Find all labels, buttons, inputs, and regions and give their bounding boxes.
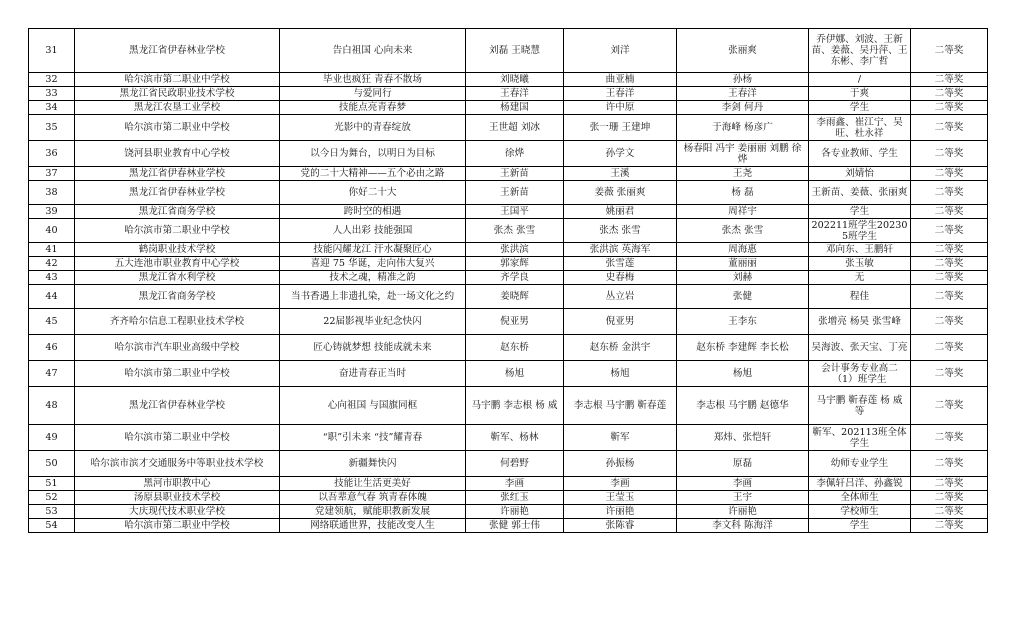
row-number-cell: 52 <box>29 491 75 505</box>
row-number-cell: 38 <box>29 181 75 205</box>
table-row <box>29 101 988 115</box>
award-level-cell: 二等奖 <box>911 181 988 205</box>
work-title-cell: 光影中的青春绽放 <box>280 115 466 141</box>
producer-cell: 李画 <box>564 477 677 491</box>
work-title-cell: 喜迎 75 华诞，走向伟大复兴 <box>280 257 466 271</box>
school-name-cell: 饶河县职业教育中心学校 <box>75 141 280 167</box>
director-cell: 李画 <box>677 477 809 491</box>
school-name-cell: 哈尔滨市滨才交通服务中等职业技术学校 <box>75 451 280 477</box>
row-number-cell: 46 <box>29 335 75 361</box>
school-name-cell: 黑龙江省伊春林业学校 <box>75 29 280 73</box>
participants-cell: / <box>809 73 911 87</box>
table-row <box>29 505 988 519</box>
producer-cell: 王莹玉 <box>564 491 677 505</box>
work-title-cell: 网络联通世界，技能改变人生 <box>280 519 466 533</box>
row-number-cell: 33 <box>29 87 75 101</box>
director-cell: 李剑 何丹 <box>677 101 809 115</box>
row-number-cell: 49 <box>29 425 75 451</box>
school-name-cell: 齐齐哈尔信息工程职业技术学校 <box>75 309 280 335</box>
school-name-cell: 汤原县职业技术学校 <box>75 491 280 505</box>
director-cell: 王春洋 <box>677 87 809 101</box>
award-list-page <box>28 28 988 533</box>
award-level-cell: 二等奖 <box>911 257 988 271</box>
authors-cell: 王春洋 <box>466 87 564 101</box>
work-title-cell: 技能让生活更美好 <box>280 477 466 491</box>
authors-cell: 王国平 <box>466 205 564 219</box>
work-title-cell: 22届影视毕业纪念快闪 <box>280 309 466 335</box>
row-number-cell: 35 <box>29 115 75 141</box>
producer-cell: 靳军 <box>564 425 677 451</box>
table-row <box>29 309 988 335</box>
authors-cell: 王世超 刘冰 <box>466 115 564 141</box>
table-row <box>29 361 988 387</box>
work-title-cell: 党建领航，赋能职教新发展 <box>280 505 466 519</box>
table-row <box>29 451 988 477</box>
authors-cell: 杨建国 <box>466 101 564 115</box>
work-title-cell: 当书香遇上非遗扎染，赴一场文化之约 <box>280 285 466 309</box>
authors-cell: 李画 <box>466 477 564 491</box>
table-row <box>29 29 988 73</box>
authors-cell: 何碧野 <box>466 451 564 477</box>
producer-cell: 史春梅 <box>564 271 677 285</box>
table-row <box>29 205 988 219</box>
participants-cell: 李佩轩吕洋、孙鑫锐 <box>809 477 911 491</box>
participants-cell: 幼师专业学生 <box>809 451 911 477</box>
authors-cell: 徐烨 <box>466 141 564 167</box>
row-number-cell: 40 <box>29 219 75 243</box>
row-number-cell: 48 <box>29 387 75 425</box>
school-name-cell: 黑龙江省商务学校 <box>75 205 280 219</box>
director-cell: 孙杨 <box>677 73 809 87</box>
award-level-cell: 二等奖 <box>911 451 988 477</box>
table-row <box>29 73 988 87</box>
award-level-cell: 二等奖 <box>911 361 988 387</box>
work-title-cell: 人人出彩 技能强国 <box>280 219 466 243</box>
producer-cell: 李志根 马宇鹏 靳春莲 <box>564 387 677 425</box>
work-title-cell: 奋进青春正当时 <box>280 361 466 387</box>
director-cell: 郑炜、张恺轩 <box>677 425 809 451</box>
award-level-cell: 二等奖 <box>911 101 988 115</box>
table-row <box>29 115 988 141</box>
director-cell: 赵东桥 李建辉 李长松 <box>677 335 809 361</box>
participants-cell: 202211班学生202305班学生 <box>809 219 911 243</box>
authors-cell: 倪亚男 <box>466 309 564 335</box>
participants-cell: 学生 <box>809 101 911 115</box>
producer-cell: 姜薇 张丽爽 <box>564 181 677 205</box>
authors-cell: 刘磊 王晓慧 <box>466 29 564 73</box>
award-level-cell: 二等奖 <box>911 87 988 101</box>
director-cell: 张杰 张雪 <box>677 219 809 243</box>
participants-cell: 学生 <box>809 519 911 533</box>
work-title-cell: 与爱同行 <box>280 87 466 101</box>
school-name-cell: 黑龙江省伊春林业学校 <box>75 181 280 205</box>
participants-cell: 张增亮 杨昊 张雪峰 <box>809 309 911 335</box>
table-row <box>29 271 988 285</box>
work-title-cell: 技能点亮青春梦 <box>280 101 466 115</box>
producer-cell: 孙学文 <box>564 141 677 167</box>
authors-cell: 郭家辉 <box>466 257 564 271</box>
participants-cell: 刘婧怡 <box>809 167 911 181</box>
award-level-cell: 二等奖 <box>911 243 988 257</box>
authors-cell: 张健 郭士伟 <box>466 519 564 533</box>
director-cell: 王尧 <box>677 167 809 181</box>
table-row <box>29 285 988 309</box>
participants-cell: 李雨鑫、崔江宁、吴旺、杜永祥 <box>809 115 911 141</box>
award-level-cell: 二等奖 <box>911 271 988 285</box>
participants-cell: 全体师生 <box>809 491 911 505</box>
table-row <box>29 519 988 533</box>
award-level-cell: 二等奖 <box>911 167 988 181</box>
work-title-cell: 匠心铸就梦想 技能成就未来 <box>280 335 466 361</box>
table-row <box>29 87 988 101</box>
producer-cell: 刘洋 <box>564 29 677 73</box>
work-title-cell: 跨时空的相遇 <box>280 205 466 219</box>
award-level-cell: 二等奖 <box>911 477 988 491</box>
school-name-cell: 哈尔滨市第二职业中学校 <box>75 73 280 87</box>
row-number-cell: 37 <box>29 167 75 181</box>
participants-cell: 吴海波、张天宝、丁亮 <box>809 335 911 361</box>
participants-cell: 靳军、202113班全体学生 <box>809 425 911 451</box>
work-title-cell: 党的二十大精神——五个必由之路 <box>280 167 466 181</box>
authors-cell: 张红玉 <box>466 491 564 505</box>
table-row <box>29 141 988 167</box>
row-number-cell: 51 <box>29 477 75 491</box>
school-name-cell: 黑龙江省伊春林业学校 <box>75 167 280 181</box>
award-level-cell: 二等奖 <box>911 219 988 243</box>
school-name-cell: 鹤岗职业技术学校 <box>75 243 280 257</box>
participants-cell: 王新苗、姜薇、张丽爽 <box>809 181 911 205</box>
director-cell: 杨 磊 <box>677 181 809 205</box>
director-cell: 张丽爽 <box>677 29 809 73</box>
producer-cell: 姚丽君 <box>564 205 677 219</box>
row-number-cell: 54 <box>29 519 75 533</box>
authors-cell: 许丽艳 <box>466 505 564 519</box>
award-level-cell: 二等奖 <box>911 29 988 73</box>
authors-cell: 张杰 张雪 <box>466 219 564 243</box>
row-number-cell: 53 <box>29 505 75 519</box>
award-level-cell: 二等奖 <box>911 141 988 167</box>
school-name-cell: 黑龙江省伊春林业学校 <box>75 387 280 425</box>
work-title-cell: “职”引未来 “技”耀青春 <box>280 425 466 451</box>
award-table-body <box>29 29 988 533</box>
row-number-cell: 44 <box>29 285 75 309</box>
authors-cell: 张洪滨 <box>466 243 564 257</box>
award-table <box>28 28 988 533</box>
school-name-cell: 黑河市职教中心 <box>75 477 280 491</box>
table-row <box>29 425 988 451</box>
school-name-cell: 黑龙江省商务学校 <box>75 285 280 309</box>
school-name-cell: 哈尔滨市第二职业中学校 <box>75 425 280 451</box>
work-title-cell: 毕业也疯狂 青春不散场 <box>280 73 466 87</box>
authors-cell: 马宇鹏 李志根 杨 威 <box>466 387 564 425</box>
producer-cell: 张一珊 王建坤 <box>564 115 677 141</box>
producer-cell: 孙振杨 <box>564 451 677 477</box>
producer-cell: 倪亚男 <box>564 309 677 335</box>
work-title-cell: 告白祖国 心向未来 <box>280 29 466 73</box>
table-row <box>29 387 988 425</box>
table-row <box>29 181 988 205</box>
producer-cell: 杨旭 <box>564 361 677 387</box>
producer-cell: 许丽艳 <box>564 505 677 519</box>
producer-cell: 王溪 <box>564 167 677 181</box>
table-row <box>29 257 988 271</box>
authors-cell: 赵东桥 <box>466 335 564 361</box>
director-cell: 原磊 <box>677 451 809 477</box>
director-cell: 周海惠 <box>677 243 809 257</box>
school-name-cell: 哈尔滨市第二职业中学校 <box>75 115 280 141</box>
award-level-cell: 二等奖 <box>911 285 988 309</box>
table-row <box>29 335 988 361</box>
row-number-cell: 39 <box>29 205 75 219</box>
participants-cell: 无 <box>809 271 911 285</box>
producer-cell: 张洪滨 英海军 <box>564 243 677 257</box>
row-number-cell: 43 <box>29 271 75 285</box>
participants-cell: 张玉敏 <box>809 257 911 271</box>
authors-cell: 杨旭 <box>466 361 564 387</box>
school-name-cell: 黑龙江省民政职业技术学校 <box>75 87 280 101</box>
school-name-cell: 黑龙江农垦工业学校 <box>75 101 280 115</box>
authors-cell: 靳军、杨林 <box>466 425 564 451</box>
producer-cell: 丛立岩 <box>564 285 677 309</box>
work-title-cell: 以吾辈意气春 筑青春体魄 <box>280 491 466 505</box>
award-level-cell: 二等奖 <box>911 505 988 519</box>
row-number-cell: 42 <box>29 257 75 271</box>
director-cell: 李文科 陈海洋 <box>677 519 809 533</box>
row-number-cell: 47 <box>29 361 75 387</box>
participants-cell: 会计事务专业高二（1）班学生 <box>809 361 911 387</box>
award-level-cell: 二等奖 <box>911 73 988 87</box>
director-cell: 王宇 <box>677 491 809 505</box>
director-cell: 许丽艳 <box>677 505 809 519</box>
participants-cell: 马宇鹏 靳春莲 杨 威 等 <box>809 387 911 425</box>
award-level-cell: 二等奖 <box>911 519 988 533</box>
participants-cell: 邓向东、王鹏轩 <box>809 243 911 257</box>
authors-cell: 姜晓辉 <box>466 285 564 309</box>
director-cell: 张健 <box>677 285 809 309</box>
award-level-cell: 二等奖 <box>911 205 988 219</box>
award-level-cell: 二等奖 <box>911 425 988 451</box>
school-name-cell: 五大连池市职业教育中心学校 <box>75 257 280 271</box>
director-cell: 王李东 <box>677 309 809 335</box>
work-title-cell: 心向祖国 与国旗同框 <box>280 387 466 425</box>
producer-cell: 张陈睿 <box>564 519 677 533</box>
director-cell: 董丽丽 <box>677 257 809 271</box>
row-number-cell: 32 <box>29 73 75 87</box>
award-level-cell: 二等奖 <box>911 309 988 335</box>
award-level-cell: 二等奖 <box>911 491 988 505</box>
work-title-cell: 你好二十大 <box>280 181 466 205</box>
school-name-cell: 黑龙江省水利学校 <box>75 271 280 285</box>
row-number-cell: 34 <box>29 101 75 115</box>
producer-cell: 曲亚楠 <box>564 73 677 87</box>
participants-cell: 学校师生 <box>809 505 911 519</box>
work-title-cell: 以今日为舞台，以明日为目标 <box>280 141 466 167</box>
director-cell: 杨旭 <box>677 361 809 387</box>
participants-cell: 程佳 <box>809 285 911 309</box>
award-level-cell: 二等奖 <box>911 335 988 361</box>
row-number-cell: 31 <box>29 29 75 73</box>
school-name-cell: 哈尔滨市第二职业中学校 <box>75 519 280 533</box>
participants-cell: 于爽 <box>809 87 911 101</box>
producer-cell: 许中原 <box>564 101 677 115</box>
producer-cell: 张杰 张雪 <box>564 219 677 243</box>
row-number-cell: 41 <box>29 243 75 257</box>
director-cell: 李志根 马宇鹏 赵德华 <box>677 387 809 425</box>
row-number-cell: 36 <box>29 141 75 167</box>
authors-cell: 王新苗 <box>466 167 564 181</box>
director-cell: 刘赫 <box>677 271 809 285</box>
school-name-cell: 大庆现代技术职业学校 <box>75 505 280 519</box>
director-cell: 杨春阳 冯宇 姜丽丽 刘鹏 徐烨 <box>677 141 809 167</box>
authors-cell: 齐学良 <box>466 271 564 285</box>
producer-cell: 赵东桥 金洪宇 <box>564 335 677 361</box>
school-name-cell: 哈尔滨市第二职业中学校 <box>75 219 280 243</box>
participants-cell: 学生 <box>809 205 911 219</box>
table-row <box>29 219 988 243</box>
work-title-cell: 技术之魂，精准之韵 <box>280 271 466 285</box>
award-level-cell: 二等奖 <box>911 115 988 141</box>
award-level-cell: 二等奖 <box>911 387 988 425</box>
participants-cell: 乔伊娜、刘波、王新苗、姜薇、吴丹萍、王东彬、李广哲 <box>809 29 911 73</box>
director-cell: 于海峰 杨彦广 <box>677 115 809 141</box>
producer-cell: 张雪莲 <box>564 257 677 271</box>
school-name-cell: 哈尔滨市第二职业中学校 <box>75 361 280 387</box>
table-row <box>29 477 988 491</box>
table-row <box>29 243 988 257</box>
table-row <box>29 167 988 181</box>
row-number-cell: 50 <box>29 451 75 477</box>
participants-cell: 各专业教师、学生 <box>809 141 911 167</box>
director-cell: 周祥宇 <box>677 205 809 219</box>
producer-cell: 王春洋 <box>564 87 677 101</box>
work-title-cell: 新疆舞快闪 <box>280 451 466 477</box>
authors-cell: 刘晓曦 <box>466 73 564 87</box>
work-title-cell: 技能闪耀龙江 汗水凝聚匠心 <box>280 243 466 257</box>
authors-cell: 王新苗 <box>466 181 564 205</box>
school-name-cell: 哈尔滨市汽车职业高级中学校 <box>75 335 280 361</box>
table-row <box>29 491 988 505</box>
row-number-cell: 45 <box>29 309 75 335</box>
